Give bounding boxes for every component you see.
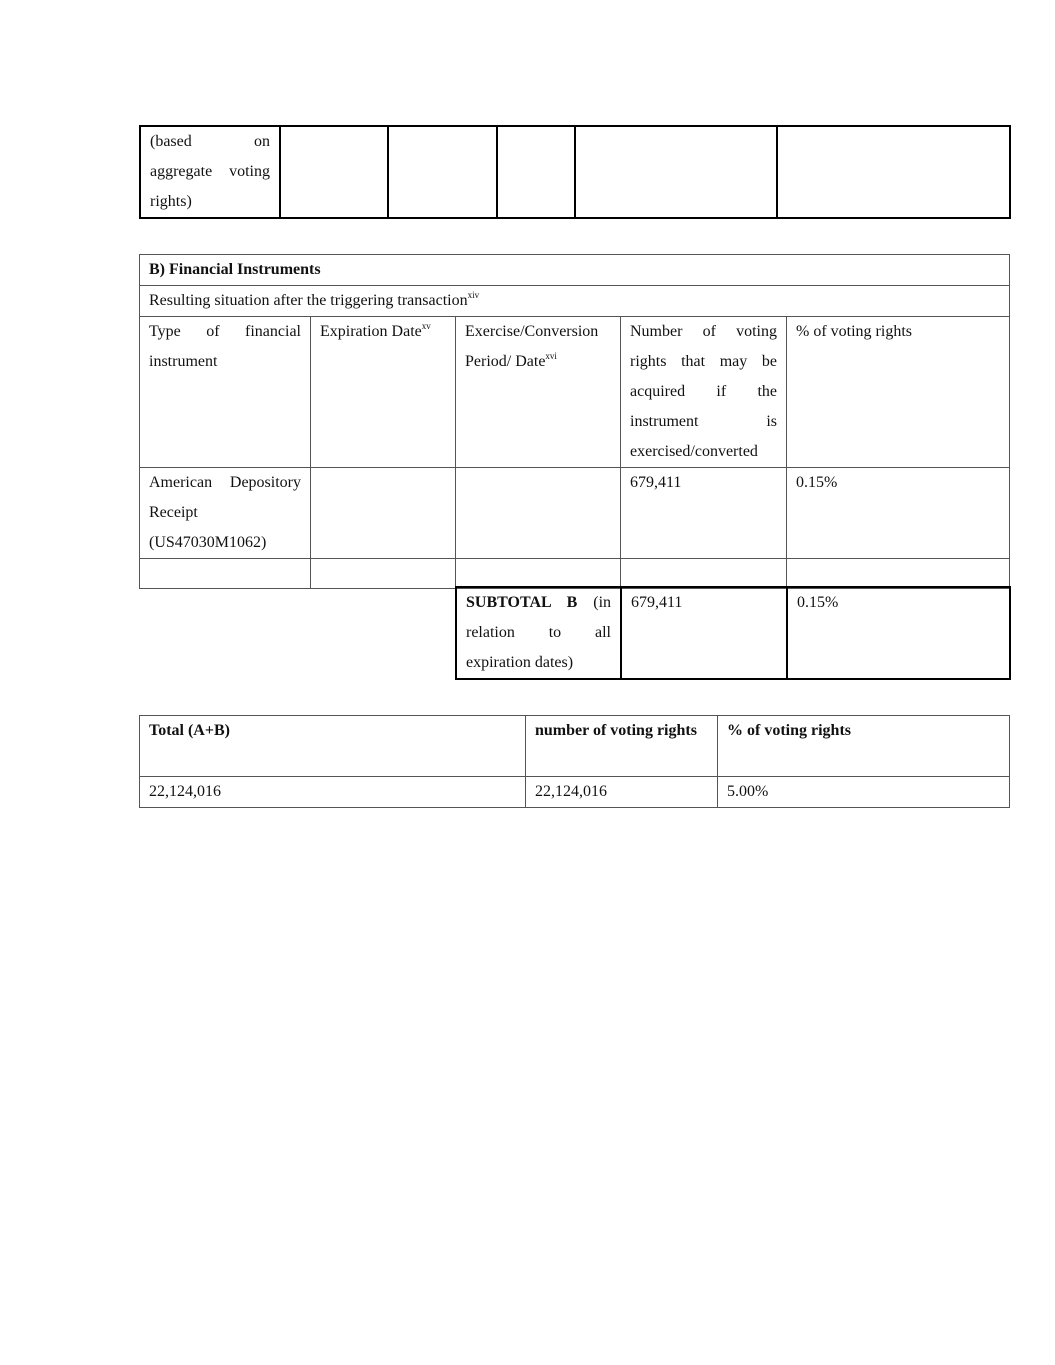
subtotal-percent: 0.15% [787, 587, 1010, 679]
empty-cell [787, 559, 1010, 589]
empty-cell [456, 559, 621, 589]
subtotal-number: 679,411 [621, 587, 787, 679]
table-title-row [140, 255, 1010, 286]
empty-cell [311, 559, 456, 589]
table-header-row [140, 716, 1010, 777]
cell-percent: 0.15% [787, 468, 1010, 559]
table-row [140, 126, 1010, 218]
cell-type: American Depository Receipt (US47030M1062) [140, 468, 311, 559]
header-exercise: Exercise/Conversion Period/ Date$^{xvi}$ [456, 317, 621, 468]
empty-cell [777, 126, 1010, 218]
empty-cell [388, 126, 497, 218]
table-subtitle-row [140, 286, 1010, 317]
section-subtitle: Resulting situation after the triggering transaction$^{xiv}$ [140, 286, 1010, 317]
total-header-label: Total (A+B) [140, 716, 526, 777]
footnote-ref: xvi [545, 351, 557, 361]
row-label-cell [140, 126, 280, 218]
empty-cell [575, 126, 777, 218]
row-label-line: aggregate voting [150, 163, 270, 180]
header-expiration: Expiration Date$^{xv}$ [311, 317, 456, 468]
section-title: B) Financial Instruments [140, 255, 1010, 286]
table-header-row [140, 317, 1010, 468]
empty-cell [140, 559, 311, 589]
subtotal-b-table [455, 586, 1011, 680]
table-row [140, 468, 1010, 559]
total-header-percent: % of voting rights [718, 716, 1010, 777]
total-value-percent: 5.00% [718, 777, 1010, 808]
header-type: Type of financial instrument [140, 317, 311, 468]
row-label-line: rights) [150, 193, 192, 210]
subtotal-label: SUBTOTAL B (in relation to all expiration dates) [456, 587, 621, 679]
financial-instruments-table [139, 254, 1010, 589]
total-header-number: number of voting rights [526, 716, 718, 777]
empty-cell [621, 559, 787, 589]
header-percent: % of voting rights [787, 317, 1010, 468]
table-row-empty [140, 559, 1010, 589]
total-value-label: 22,124,016 [140, 777, 526, 808]
cell-expiration [311, 468, 456, 559]
table-row [456, 587, 1010, 679]
cell-exercise [456, 468, 621, 559]
table-row [140, 777, 1010, 808]
total-value-number: 22,124,016 [526, 777, 718, 808]
empty-cell [280, 126, 388, 218]
header-number: Number of voting rights that may be acquired if the instrument is exercised/converted [621, 317, 787, 468]
row-label-line: (based on [150, 133, 270, 150]
table-a-tail [139, 125, 1011, 219]
cell-number: 679,411 [621, 468, 787, 559]
empty-cell [497, 126, 575, 218]
footnote-ref: xv [421, 321, 431, 331]
total-table [139, 715, 1010, 808]
footnote-ref: xiv [467, 290, 480, 300]
